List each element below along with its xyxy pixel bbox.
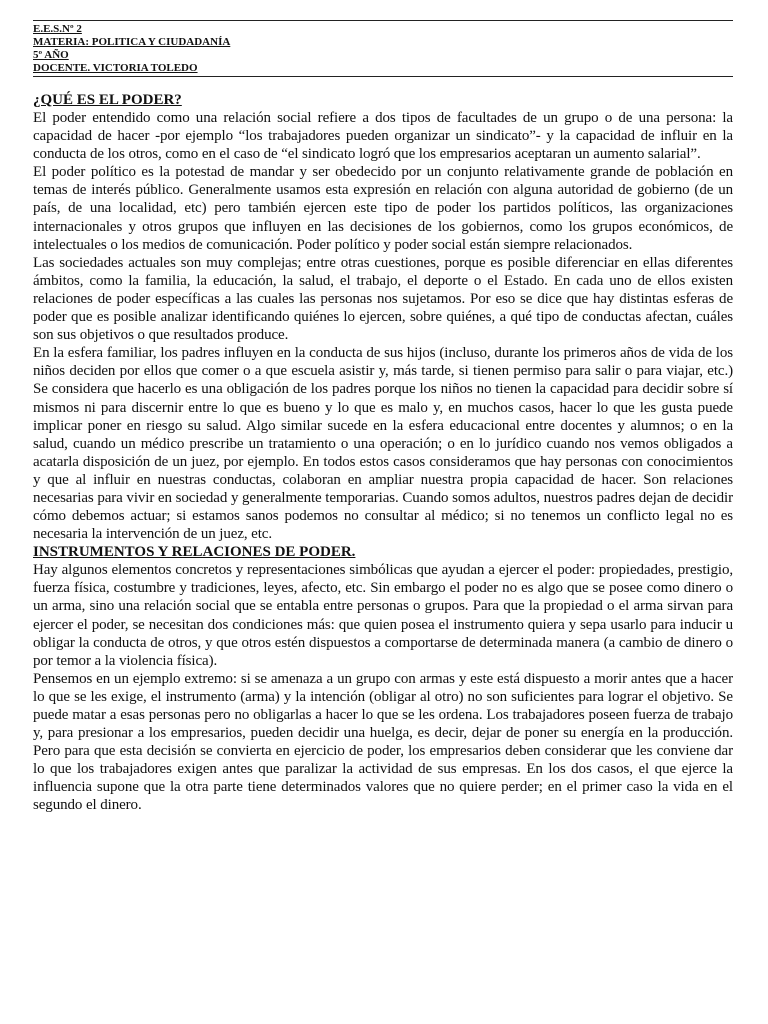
document-page: [33, 20, 733, 815]
section-title-instrumentos: INSTRUMENTOS Y RELACIONES DE PODER.: [33, 544, 356, 561]
paragraph: Hay algunos elementos concretos y representaciones simbólicas que ayudan a ejercer el poder: propiedades, prestigio, fuerza física, costumbre y tradiciones, leyes, afecto, etc. Sin embargo el poder no es algo que se posee como dinero o un arma, sino una relación social que se entabla entre personas o grupos. Para que la propiedad o el arma sirvan para ejercer el poder, se necesitan dos condiciones más: que quien posea el instrumento quiera y sepa usarlo para inducir u obligar la conducta de otros, y que otros estén dispuestos a comportarse de determinada manera (a cambio de dinero o por temor a la violencia física).: [33, 562, 733, 669]
section-title-que-es-el-poder: ¿QUÉ ES EL PODER?: [33, 92, 182, 108]
document-header: [33, 20, 733, 77]
paragraph: El poder político es la potestad de mandar y ser obedecido por un conjunto relativamente grande de población en temas de interés público. Generalmente usamos esta expresión en relación con alguna autoridad de gobierno (de un país, de una localidad, etc) pero también ejercen este tipo de poder los partidos políticos, las organizaciones internacionales y otros grupos que influyen en las decisiones de los gobiernos, como los grupos económicos, de intelectuales o los medios de comunicación. Poder político y poder social están siempre relacionados.: [33, 164, 733, 253]
paragraph: En la esfera familiar, los padres influyen en la conducta de sus hijos (incluso, durante los primeros años de vida de los niños deciden por ellos que comer o a que escuela asistir y, más tarde, si tienen permiso para salir o para viajar, etc.) Se considera que hacerlo es una obligación de los padres porque los niños no tienen la capacidad para decidir sobre sí mismos ni para discernir entre lo que es bueno y lo que es malo y, en muchos casos, hacer lo que les gusta puede implicar poner en riesgo su salud. Algo similar sucede en la esfera educacional entre docentes y alumnos; o en la salud, cuando un médico prescribe un tratamiento o una operación; o en lo jurídico cuando nos vemos obligados a acatarla disposición de un juez, por ejemplo. En todos estos casos consideramos que hay personas con conocimientos y que al influir en nuestras conductas, colaboran en ampliar nuestra propia capacidad de hacer. Son relaciones necesarias para vivir en sociedad y generalmente temporarias. Cuando somos adultos, nuestros padres dejan de decidir cómo debemos actuar; si estamos sanos podemos no consultar al médico; si no tenemos un conflicto legal no es necesaria la intervención de un juez, etc.: [33, 345, 733, 543]
paragraph: Las sociedades actuales son muy complejas; entre otras cuestiones, porque es posible diferenciar en ellas diferentes ámbitos, como la familia, la educación, la salud, el trabajo, el deporte o el Estado. En cada uno de ellos existen relaciones de poder específicas a las cuales las personas nos sujetamos. Por eso se dice que hay distintas esferas de poder que es posible analizar identificando quiénes lo ejercen, sobre quiénes, a qué tipo de conductas afectan, cuáles son sus objetivos o que resultados produce.: [33, 254, 733, 344]
teacher-line: DOCENTE. VICTORIA TOLEDO: [33, 62, 198, 74]
year-line: 5º AÑO: [33, 49, 69, 61]
document-body: [33, 91, 733, 815]
school-name: E.E.S.Nº 2: [33, 23, 82, 35]
paragraph: El poder entendido como una relación social refiere a dos tipos de facultades de un grupo o de una persona: la capacidad de hacer -por ejemplo “los trabajadores pueden organizar un sindicato”- y la capacidad de influir en la conducta de los otros, como en el caso de “el sindicato logró que los empresarios aceptaran un aumento salarial”.: [33, 110, 733, 163]
subject-line: MATERIA: POLITICA Y CIUDADANÍA: [33, 36, 231, 48]
paragraph: Pensemos en un ejemplo extremo: si se amenaza a un grupo con armas y este está dispuesto a morir antes que a hacer lo que se les exige, el instrumento (arma) y la intención (obligar al otro) no son suficientes para lograr el objetivo. Se puede matar a esas personas pero no obligarlas a hacer lo que se les ordena. Los trabajadores poseen fuerza de trabajo y, para presionar a los empresarios, pueden decidir una huelga, es decir, dejar de poner su energía en la producción. Pero para que esta decisión se convierta en ejercicio de poder, los empresarios deben considerar que les conviene dar lo que los trabajadores exigen antes que paralizar la actividad de sus empresas. En los dos casos, el que ejerce la influencia supone que la otra parte tiene determinados valores que no quiere perder; en el primer caso la vida en el segundo el dinero.: [33, 670, 733, 814]
